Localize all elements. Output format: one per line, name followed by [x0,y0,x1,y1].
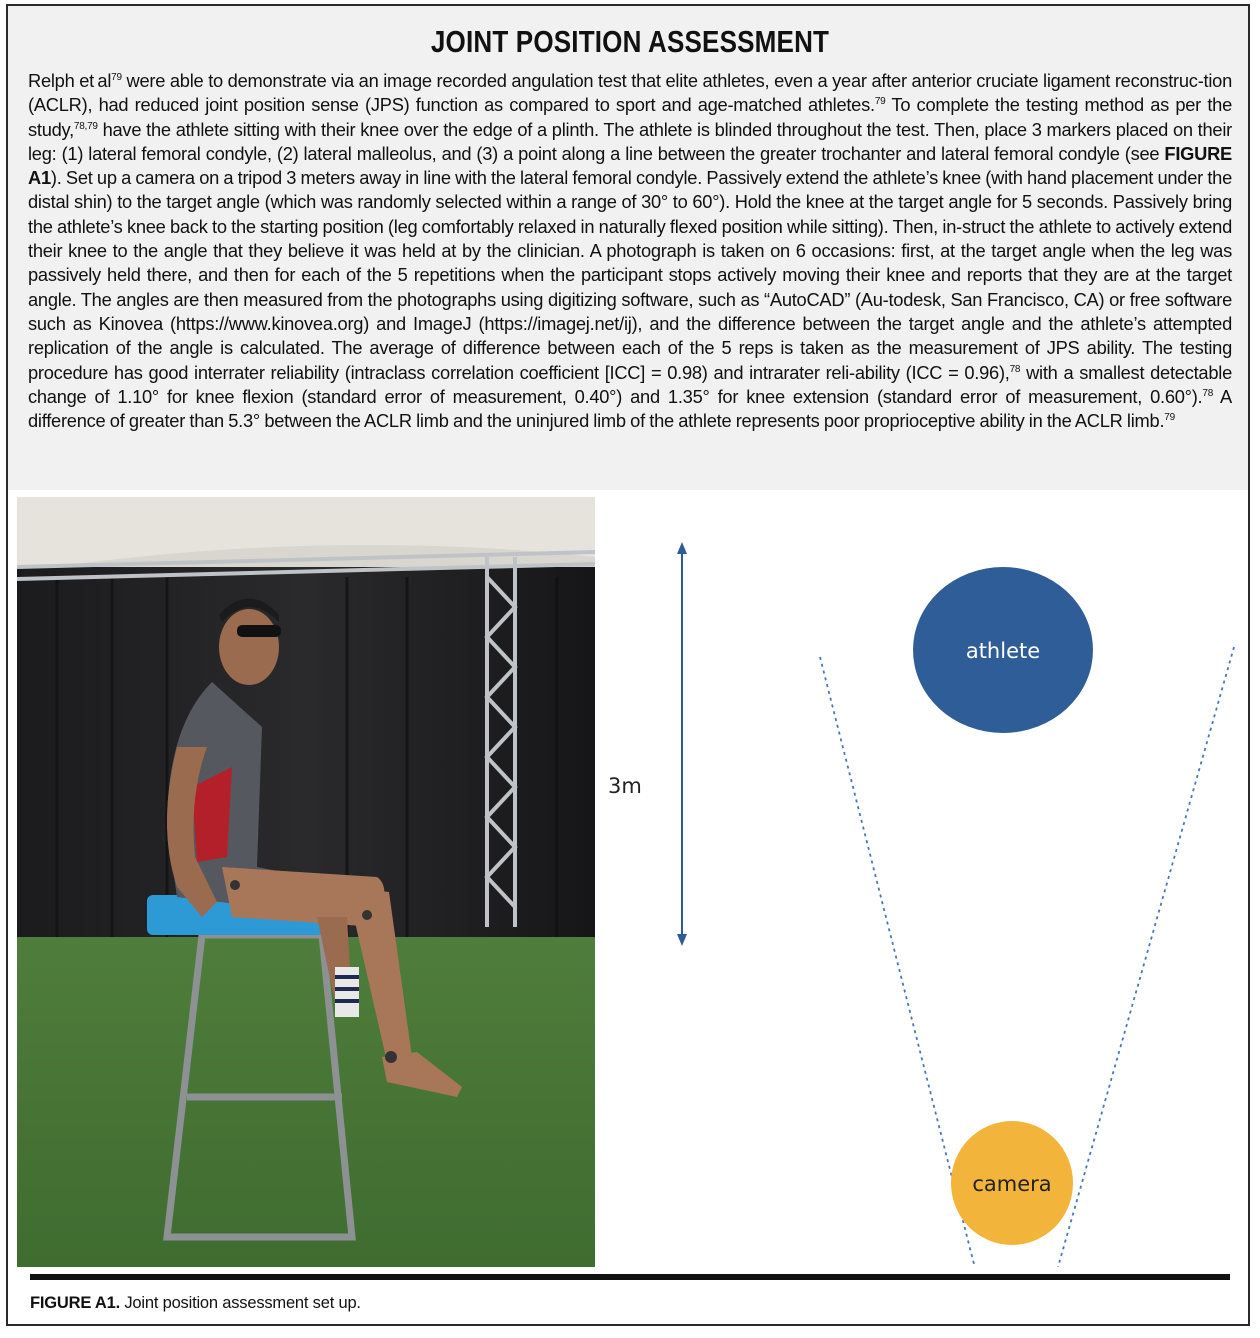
setup-diagram-svg [598,497,1248,1267]
reference-superscript: 79 [1164,412,1175,424]
text-run: To complete the testing method as per the study, [28,94,1232,140]
caption-rule [30,1274,1230,1280]
camera-label: camera [972,1172,1052,1196]
reference-superscript: 79 [874,96,886,108]
athlete-photo [17,497,595,1267]
setup-diagram [598,497,1248,1267]
distance-label: 3m [608,774,642,798]
text-run: ). Set up a camera on a tripod 3 meters away in line with the lateral femoral condyle. Passively extend the athlete’s knee (with hand placement under the distal shin) to the target angle (which was randomly selected within a range of 30° to 60°). Hold the knee at the target angle for 5 seconds. Passively bring the athlete’s knee back to the starting position (leg comfortably relaxed in naturally flexed position while sitting). Then, in-struct the athlete to actively extend their knee to the angle that they believe it was held at by the clinician. A photograph is taken on 6 occasions: first, at the target angle when the leg was passively held there, and then for each of the 5 repetitions when the participant stops actively moving their knee and reports that they are at the target angle. The angles are then measured from the photographs using digitizing software, such as “AutoCAD” (Au-todesk, San Francisco, CA) or free software such as Kinovea (https://www.kinovea.org) and ImageJ (https://imagej.net/ij), and the difference between the target angle and the athlete’s attempted replication of the angle is calculated. The average of difference between each of the 5 reps is taken as the measurement of JPS ability. The testing procedure has good interrater reliability (intraclass correlation coefficient [ICC] = 0.98) and intrarater reli-ability (ICC = 0.96), [28,167,1232,383]
arrow-head-bottom [677,934,687,946]
caption-label: FIGURE A1. [30,1294,120,1312]
text-run: Relph et al [28,70,112,91]
figure-reference: FIGURE A1 [28,142,1232,189]
text-panel [8,6,1248,490]
text-run: have the athlete sitting with their knee over the edge of a plinth. The athlete is blinded throughout the test. Then, place 3 markers placed on their leg: (1) lateral femoral condyle, (2) lateral malleolus, and (3) a point along a line between the greater trochanter and lateral femoral condyle (see [28,118,1232,164]
reference-superscript: 78,79 [73,120,98,132]
athlete-label: athlete [965,639,1041,663]
caption-text: Joint position assessment set up. [119,1294,361,1312]
sidebar-box [6,4,1250,1326]
text-run: were able to demonstrate via an image recorded angulation test that elite athletes, even a year after anterior cruciate ligament reconstruc-tion (ACLR), had reduced joint position sense (JPS) function as compared to sport and age-matched athletes. [28,70,1233,116]
box-title: JOINT POSITION ASSESSMENT [430,24,830,59]
reference-superscript: 78 [1202,387,1214,399]
body-paragraph [28,69,1232,433]
photo-illustration [17,497,595,1267]
reference-superscript: 79 [111,71,122,83]
text-run: A difference of greater than 5.3° between the ACLR limb and the uninjured limb of the athlete represents poor proprioceptive ability in the ACLR limb. [28,385,1232,432]
figure-caption [30,1294,361,1313]
text-run: with a smallest detectable change of 1.10° for knee flexion (standard error of measurement, 0.40°) and 1.35° for knee extension (standard error of measurement, 0.60°). [28,361,1232,407]
reference-superscript: 78 [1009,363,1021,375]
arrow-head-top [677,542,687,554]
